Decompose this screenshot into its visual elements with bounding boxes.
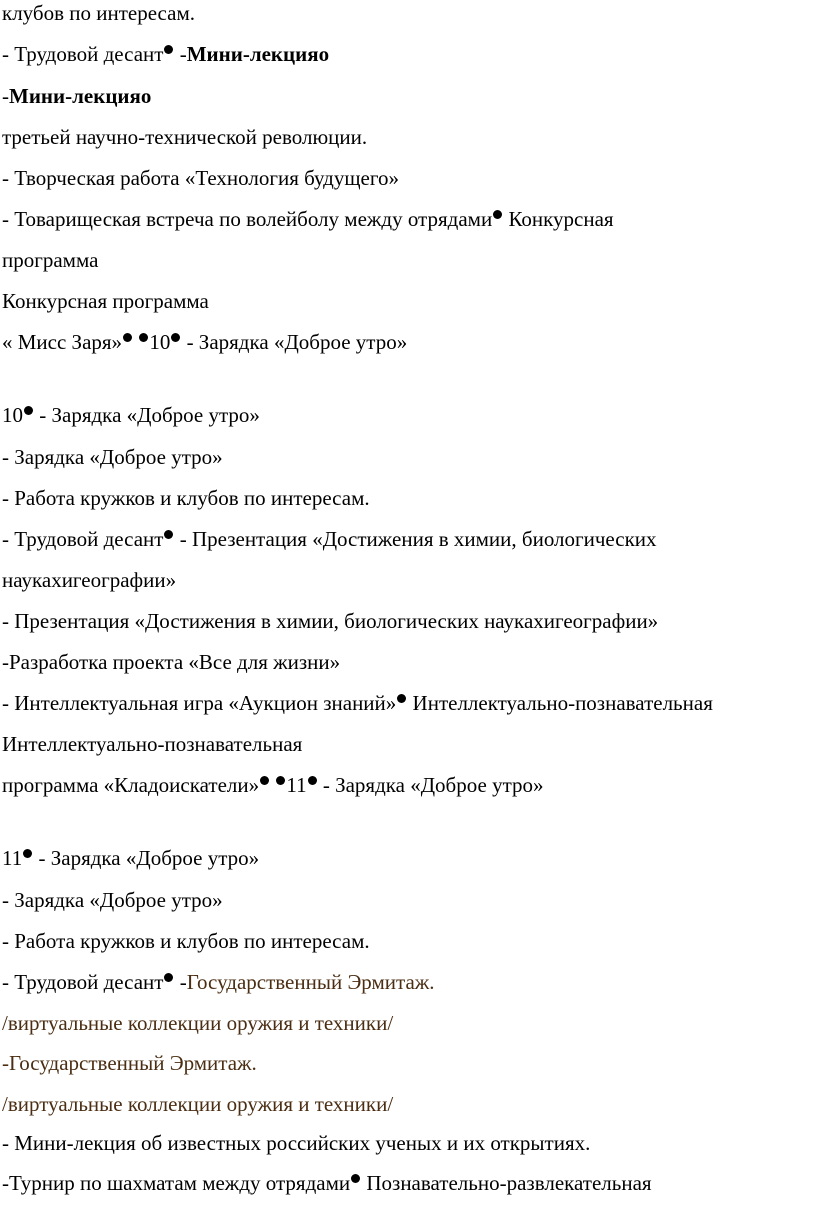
text-line: программа [2, 248, 99, 272]
text-line: - Трудовой десант -Государственный Эрмитаж. [2, 970, 435, 994]
text-line: Интеллектуально-познавательная [2, 732, 303, 756]
text-line: Конкурсная программа [2, 289, 209, 313]
text-line: /виртуальные коллекции оружия и техники/ [2, 1011, 394, 1035]
bullet-icon [171, 333, 180, 342]
bullet-icon [351, 1174, 360, 1183]
bullet-icon [164, 973, 173, 982]
text-line: -Турнир по шахматам между отрядами Познавательно-развлекательная [2, 1171, 652, 1195]
text-line: программа «Кладоискатели» 11 - Зарядка «Доброе утро» [2, 773, 544, 797]
text-line: 11 - Зарядка «Доброе утро» [2, 846, 260, 870]
bullet-icon [123, 333, 132, 342]
text-line: - Зарядка «Доброе утро» [2, 445, 223, 469]
bullet-icon [260, 776, 269, 785]
text-line: - Товарищеская встреча по волейболу между отрядами Конкурсная [2, 207, 614, 231]
text-line: - Трудовой десант - Презентация «Достижения в химии, биологических [2, 527, 657, 551]
bullet-icon [397, 694, 406, 703]
text-line: 10 - Зарядка «Доброе утро» [2, 403, 260, 427]
text-line: - Трудовой десант -Мини-лекцияо [2, 42, 330, 66]
text-line: - Работа кружков и клубов по интересам. [2, 486, 370, 510]
text-line: клубов по интересам. [2, 1, 195, 25]
text-line: -Мини-лекцияо [2, 84, 152, 108]
text-line: -Государственный Эрмитаж. [2, 1051, 257, 1075]
text-line: - Работа кружков и клубов по интересам. [2, 929, 370, 953]
text-line: - Презентация «Достижения в химии, биологических наукахигеографии» [2, 609, 659, 633]
bullet-icon [308, 776, 317, 785]
bullet-icon [164, 45, 173, 54]
text-line: « Мисс Заря» 10 - Зарядка «Доброе утро» [2, 330, 408, 354]
text-line: - Творческая работа «Технология будущего» [2, 166, 399, 190]
text-line: наукахигеографии» [2, 568, 177, 592]
bullet-icon [23, 849, 32, 858]
bullet-icon [139, 333, 148, 342]
text-line: - Мини-лекция об известных российских ученых и их открытиях. [2, 1131, 591, 1155]
text-line: - Интеллектуальная игра «Аукцион знаний» Интеллектуально-познавательная [2, 691, 713, 715]
text-line: -Разработка проекта «Все для жизни» [2, 650, 341, 674]
bullet-icon [493, 210, 502, 219]
bullet-icon [276, 776, 285, 785]
text-line: /виртуальные коллекции оружия и техники/ [2, 1092, 394, 1116]
bullet-icon [24, 406, 33, 415]
text-line: третьей научно-технической революции. [2, 125, 368, 149]
text-line: - Зарядка «Доброе утро» [2, 888, 223, 912]
bullet-icon [164, 530, 173, 539]
